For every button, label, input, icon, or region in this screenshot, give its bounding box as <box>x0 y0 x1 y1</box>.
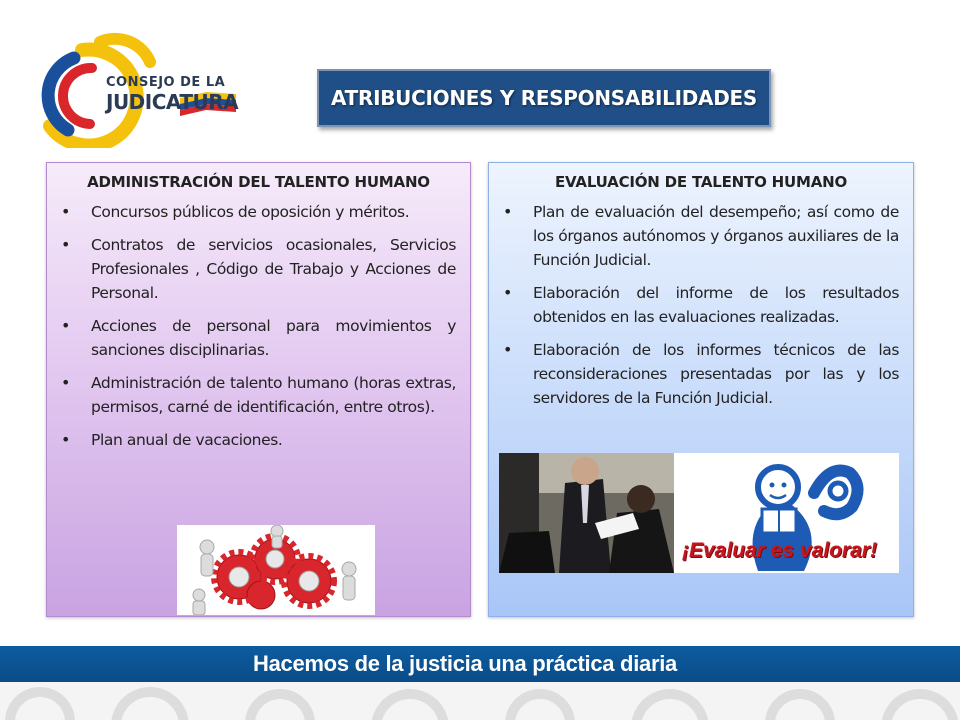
right-panel-list <box>503 200 899 410</box>
list-item: • Elaboración de los informes técnicos de las reconsideraciones presentadas por las y los servidores de la Función Judicial. <box>503 338 899 410</box>
evaluar-slogan: ¡Evaluar es valorar! <box>682 539 877 562</box>
gears-icon <box>177 525 375 615</box>
list-item: • Contratos de servicios ocasionales, Servicios Profesionales , Código de Trabajo y Acciones de Personal. <box>61 233 456 305</box>
left-panel <box>46 162 471 617</box>
title-box <box>317 69 771 127</box>
meeting-photo-icon <box>499 453 674 573</box>
list-item: • Plan anual de vacaciones. <box>61 428 456 452</box>
logo-line2: JUDICATURA <box>106 90 239 114</box>
left-panel-heading: ADMINISTRACIÓN DEL TALENTO HUMANO <box>87 173 430 191</box>
footer-rings-icon <box>0 682 960 720</box>
footer-band <box>0 646 960 682</box>
list-item: • Concursos públicos de oposición y méritos. <box>61 200 456 224</box>
logo-line1: CONSEJO DE LA <box>106 75 226 90</box>
business-meeting-photo <box>499 453 674 573</box>
evaluar-slogan-graphic <box>674 453 899 573</box>
logo <box>30 28 250 148</box>
gears-illustration <box>177 525 375 615</box>
right-panel-heading: EVALUACIÓN DE TALENTO HUMANO <box>554 173 848 191</box>
list-item: • Elaboración del informe de los resultados obtenidos en las evaluaciones realizadas. <box>503 281 899 329</box>
list-item: • Acciones de personal para movimientos y sanciones disciplinarias. <box>61 314 456 362</box>
right-panel <box>488 162 914 617</box>
footer-decoration <box>0 682 960 720</box>
page-title: ATRIBUCIONES Y RESPONSABILIDADES <box>331 86 757 110</box>
footer-slogan: Hacemos de la justicia una práctica diaria <box>253 651 677 676</box>
logo-text <box>106 76 238 112</box>
list-item: • Plan de evaluación del desempeño; así como de los órganos autónomos y órganos auxiliares de la Función Judicial. <box>503 200 899 272</box>
list-item: • Administración de talento humano (horas extras, permisos, carné de identificación, entre otros). <box>61 371 456 419</box>
left-panel-list <box>61 200 456 452</box>
